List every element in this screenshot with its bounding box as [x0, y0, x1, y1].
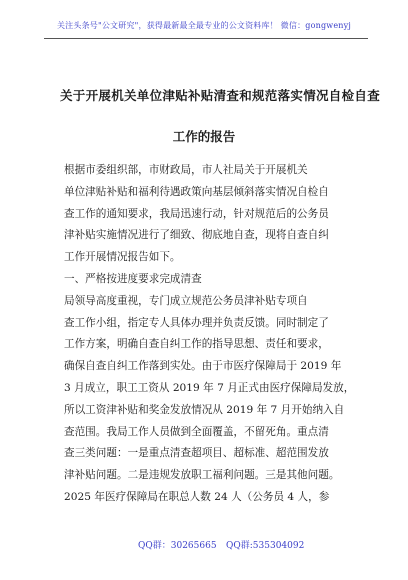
body-line: 工作方案，明确自查自纠工作的指导思想、责任和要求， [64, 338, 329, 351]
body-line: 工作开展情况报告如下。 [64, 251, 181, 264]
body-line: 2025 年医疗保障局在职总人数 24 人（公务员 4 人，参 [64, 490, 330, 503]
header-divider [44, 38, 368, 39]
body-line: 局领导高度重视，专门成立规范公务员津补贴专项自 [64, 294, 308, 307]
body-line: 单位津贴补贴和福利待遇政策向基层倾斜落实情况自检自 [64, 185, 329, 198]
body-line: 津补贴实施情况进行了细致、彻底地自查，现将自查自纠 [64, 229, 329, 242]
body-line: 查三类问题：一是重点清查超项目、超标准、超范围发放 [64, 447, 329, 460]
body-line: 津补贴问题。二是违规发放职工福利问题。三是其他问题。 [64, 469, 340, 482]
section-heading: 一、严格按进度要求完成清查 [64, 272, 202, 285]
body-line: 查范围。我局工作人员做到全面覆盖，不留死角。重点清 [64, 425, 329, 438]
body-line: 确保自查自纠工作落到实处。由于市医疗保障局于 2019 年 [64, 360, 342, 373]
qq-group-2: QQ群:535304092 [226, 541, 305, 551]
body-line: 根据市委组织部，市财政局，市人社局关于开展机关 [64, 164, 308, 176]
header-banner: 关注头条号"公文研究"，获得最新最全最专业的公文资料库！ 微信：gongwenyj [56, 21, 352, 30]
body-line: 3 月成立，职工工资从 2019 年 7 月正式由医疗保障局发放， [64, 381, 355, 394]
body-line: 所以工资津补贴和奖金发放情况从 2019 年 7 月开始纳入自 [64, 403, 345, 416]
document-title: 关于开展机关单位津贴补贴清查和规范落实情况自检自查 [60, 88, 381, 103]
document-body [64, 160, 366, 509]
body-line: 查工作小组，指定专人具体办理并负责反馈。同时制定了 [64, 316, 329, 329]
qq-group-1: QQ群：30265665 [138, 541, 217, 551]
body-line: 查工作的通知要求，我局迅速行动，针对规范后的公务员 [64, 207, 329, 220]
document-subtitle: 工作的报告 [172, 129, 236, 144]
